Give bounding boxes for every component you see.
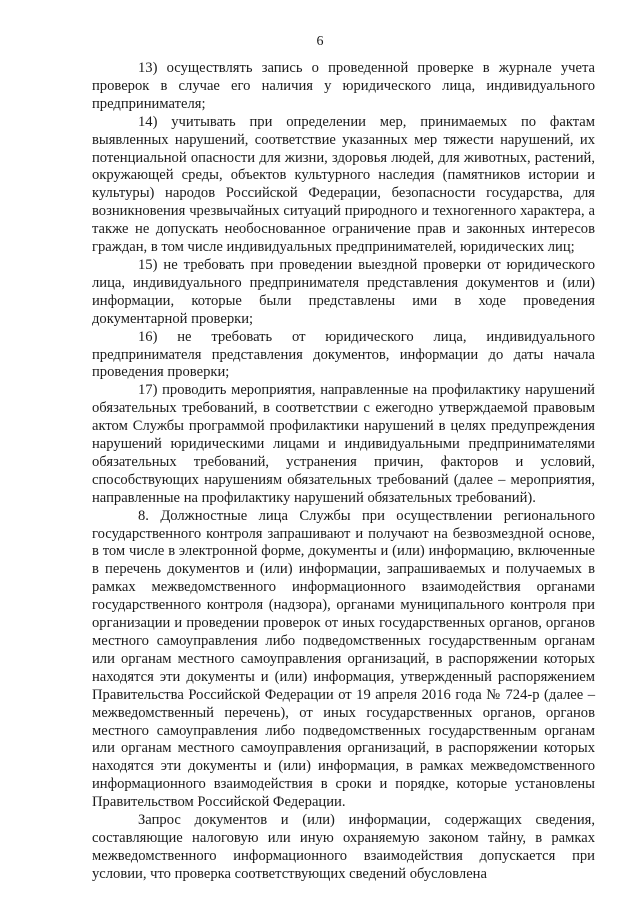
document-body bbox=[92, 60, 595, 884]
paragraph-item-14: 14) учитывать при определении мер, принимаемых по фактам выявленных нарушений, соответствие указанных мер тяжести нарушений, их потенциальной опасности для жизни, здоровья людей, для животных, растений, окружающей среды, объектов культурного наследия (памятников истории и культуры) народов Российской Федерации, безопасности государства, для возникновения чрезвычайных ситуаций природного и техногенного характера, а также не допускать необоснованное ограничение прав и законных интересов граждан, в том числе индивидуальных предпринимателей, юридических лиц; bbox=[92, 113, 595, 256]
paragraph-item-13: 13) осуществлять запись о проведенной проверке в журнале учета проверок в случае его наличия у юридического лица, индивидуального предпринимателя; bbox=[92, 60, 595, 112]
paragraph-clause-8: 8. Должностные лица Службы при осуществлении регионального государственного контроля запрашивают и получают на безвозмездной основе, в том числе в электронной форме, документы и (или) информацию, включенные в перечень документов и (или) информации, запрашиваемых и получаемых в рамках межведомственного информационного взаимодействия органами государственного контроля (надзора), органами муниципального контроля при организации и проведении проверок от иных государственных органов, органов местного самоуправления либо подведомственных государственным органам или органам местного самоуправления организаций, в распоряжении которых находятся эти документы и (или) информация, утвержденный распоряжением Правительства Российской Федерации от 19 апреля 2016 года № 724-р (далее – межведомственный перечень), от иных государственных органов, органов местного самоуправления либо подведомственных государственным органам или органам местного самоуправления организаций, в распоряжении которых находятся эти документы и (или) информация, в рамках межведомственного информационного взаимодействия в сроки и порядке, которые установлены Правительством Российской Федерации. bbox=[92, 507, 595, 811]
paragraph-item-16: 16) не требовать от юридического лица, индивидуального предпринимателя представления документов, информации до даты начала проведения проверки; bbox=[92, 328, 595, 381]
paragraph-item-15: 15) не требовать при проведении выездной проверки от юридического лица, индивидуального предпринимателя представления документов и (или) информации, которые были представлены ими в ходе проведения документарной проверки; bbox=[92, 256, 595, 327]
paragraph-item-17: 17) проводить мероприятия, направленные на профилактику нарушений обязательных требований, в соответствии с ежегодно утверждаемой правовым актом Службы программой профилактики нарушений в целях предупреждения нарушений юридическими лицами и индивидуальными предпринимателями обязательных требований, устранения причин, факторов и условий, способствующих нарушениям обязательных требований (далее – мероприятия, направленные на профилактику нарушений обязательных требований). bbox=[92, 382, 595, 506]
page-number: 6 bbox=[316, 34, 324, 49]
paragraph-request-documents: Запрос документов и (или) информации, содержащих сведения, составляющие налоговую или иную охраняемую законом тайну, в рамках межведомственного информационного взаимодействия допускается при условии, что проверка соответствующих сведений обусловлена bbox=[92, 812, 595, 882]
